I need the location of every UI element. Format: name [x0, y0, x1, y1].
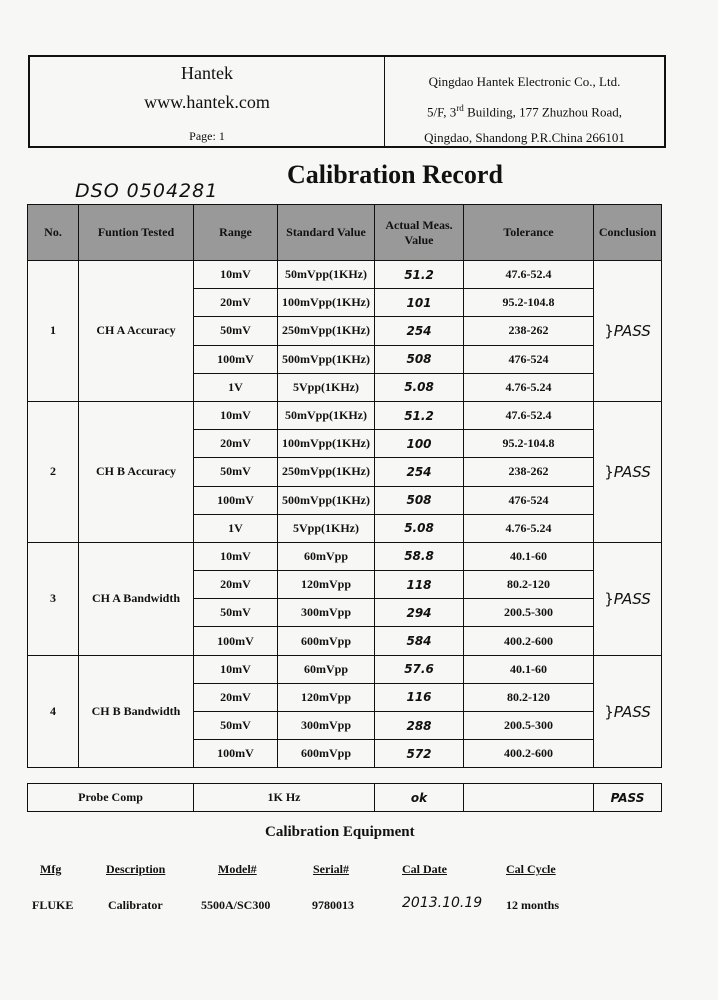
range-cell: 50mV	[194, 712, 278, 740]
standard-value-cell: 250mVpp(1KHz)	[278, 317, 375, 345]
pass-mark: PASS	[613, 462, 651, 481]
equipment-serial: 9780013	[312, 898, 354, 912]
range-cell: 1V	[194, 373, 278, 401]
equipment-title: Calibration Equipment	[265, 824, 415, 840]
range-cell: 100mV	[194, 486, 278, 514]
standard-value-cell: 100mVpp(1KHz)	[278, 289, 375, 317]
standard-value-cell: 5Vpp(1KHz)	[278, 373, 375, 401]
standard-value-cell: 50mVpp(1KHz)	[278, 401, 375, 429]
probe-standard: 1K Hz	[194, 784, 375, 812]
standard-value-cell: 600mVpp	[278, 740, 375, 768]
address-line-2: Qingdao, Shandong P.R.China 266101	[424, 130, 625, 146]
probe-comp-table	[27, 783, 662, 812]
tolerance-cell: 47.6-52.4	[464, 261, 594, 289]
actual-value-cell: 57.6	[375, 655, 464, 683]
column-header-conclusion: Conclusion	[594, 205, 662, 261]
brace-mark: }	[604, 462, 614, 481]
actual-value-cell: 294	[375, 599, 464, 627]
function-tested: CH A Accuracy	[79, 261, 194, 402]
tolerance-cell: 238-262	[464, 317, 594, 345]
equipment-header-description: Description	[106, 862, 166, 876]
tolerance-cell: 238-262	[464, 458, 594, 486]
range-cell: 20mV	[194, 571, 278, 599]
handwritten-serial: DSO 0504281	[75, 180, 219, 202]
tolerance-cell: 95.2-104.8	[464, 289, 594, 317]
tolerance-cell: 200.5-300	[464, 599, 594, 627]
tolerance-cell: 4.76-5.24	[464, 514, 594, 542]
probe-comp-row	[28, 784, 662, 812]
actual-value-cell: 5.08	[375, 514, 464, 542]
equipment-mfg: FLUKE	[32, 898, 74, 912]
standard-value-cell: 60mVpp	[278, 655, 375, 683]
conclusion-cell	[594, 542, 662, 655]
brace-mark: }	[604, 702, 614, 721]
tolerance-cell: 400.2-600	[464, 740, 594, 768]
page-number: Page: 1	[189, 129, 225, 143]
group-number: 1	[28, 261, 79, 402]
table-row	[28, 655, 662, 683]
actual-value-cell: 254	[375, 317, 464, 345]
tolerance-cell: 400.2-600	[464, 627, 594, 655]
conclusion-cell	[594, 655, 662, 768]
actual-value-cell: 508	[375, 345, 464, 373]
range-cell: 100mV	[194, 627, 278, 655]
actual-value-cell: 508	[375, 486, 464, 514]
actual-value-cell: 288	[375, 712, 464, 740]
company-full-name: Qingdao Hantek Electronic Co., Ltd.	[428, 74, 621, 89]
standard-value-cell: 500mVpp(1KHz)	[278, 486, 375, 514]
page-title: Calibration Record	[287, 160, 503, 189]
tolerance-cell: 476-524	[464, 345, 594, 373]
probe-tolerance	[464, 784, 594, 812]
range-cell: 1V	[194, 514, 278, 542]
tolerance-cell: 200.5-300	[464, 712, 594, 740]
range-cell: 20mV	[194, 430, 278, 458]
actual-value-cell: 118	[375, 571, 464, 599]
pass-mark: PASS	[613, 321, 651, 340]
range-cell: 20mV	[194, 289, 278, 317]
range-cell: 10mV	[194, 542, 278, 570]
website: www.hantek.com	[144, 92, 270, 112]
equipment-description: Calibrator	[108, 898, 163, 912]
tolerance-cell: 40.1-60	[464, 655, 594, 683]
column-header-actual: Actual Meas. Value	[375, 205, 464, 261]
range-cell: 100mV	[194, 345, 278, 373]
range-cell: 10mV	[194, 655, 278, 683]
address-line-1: 5/F, 3rd Building, 177 Zhuzhou Road,	[427, 103, 622, 120]
standard-value-cell: 250mVpp(1KHz)	[278, 458, 375, 486]
pass-mark: PASS	[613, 702, 651, 721]
group-number: 3	[28, 542, 79, 655]
actual-value-cell: 51.2	[375, 401, 464, 429]
standard-value-cell: 600mVpp	[278, 627, 375, 655]
probe-label: Probe Comp	[28, 784, 194, 812]
equipment-cal-cycle: 12 months	[506, 898, 560, 912]
function-tested: CH A Bandwidth	[79, 542, 194, 655]
range-cell: 50mV	[194, 599, 278, 627]
brace-mark: }	[604, 589, 614, 608]
standard-value-cell: 300mVpp	[278, 712, 375, 740]
actual-value-cell: 101	[375, 289, 464, 317]
actual-value-cell: 5.08	[375, 373, 464, 401]
table-row	[28, 261, 662, 289]
table-header-row	[28, 205, 662, 261]
range-cell: 20mV	[194, 683, 278, 711]
group-number: 2	[28, 401, 79, 542]
pass-mark: PASS	[613, 589, 651, 608]
standard-value-cell: 120mVpp	[278, 683, 375, 711]
standard-value-cell: 100mVpp(1KHz)	[278, 430, 375, 458]
range-cell: 10mV	[194, 261, 278, 289]
range-cell: 50mV	[194, 317, 278, 345]
group-number: 4	[28, 655, 79, 768]
standard-value-cell: 300mVpp	[278, 599, 375, 627]
header-box	[28, 55, 666, 148]
equipment-header-cal-date: Cal Date	[402, 862, 447, 876]
column-header-range: Range	[194, 205, 278, 261]
standard-value-cell: 500mVpp(1KHz)	[278, 345, 375, 373]
column-header-standard: Standard Value	[278, 205, 375, 261]
company-short-name: Hantek	[181, 63, 233, 83]
probe-actual: ok	[375, 784, 464, 812]
actual-value-cell: 584	[375, 627, 464, 655]
function-tested: CH B Bandwidth	[79, 655, 194, 768]
probe-conclusion: PASS	[594, 784, 662, 812]
equipment-header-serial: Serial#	[313, 862, 349, 876]
range-cell: 10mV	[194, 401, 278, 429]
standard-value-cell: 120mVpp	[278, 571, 375, 599]
conclusion-cell	[594, 261, 662, 402]
conclusion-cell	[594, 401, 662, 542]
column-header-function: Funtion Tested	[79, 205, 194, 261]
standard-value-cell: 60mVpp	[278, 542, 375, 570]
actual-value-cell: 116	[375, 683, 464, 711]
header-right	[385, 57, 664, 146]
tolerance-cell: 4.76-5.24	[464, 373, 594, 401]
tolerance-cell: 95.2-104.8	[464, 430, 594, 458]
standard-value-cell: 5Vpp(1KHz)	[278, 514, 375, 542]
tolerance-cell: 40.1-60	[464, 542, 594, 570]
equipment-model: 5500A/SC300	[201, 898, 271, 912]
range-cell: 100mV	[194, 740, 278, 768]
actual-value-cell: 58.8	[375, 542, 464, 570]
tolerance-cell: 80.2-120	[464, 683, 594, 711]
equipment-header-cal-cycle: Cal Cycle	[506, 862, 556, 876]
actual-value-cell: 51.2	[375, 261, 464, 289]
brace-mark: }	[604, 321, 614, 340]
tolerance-cell: 476-524	[464, 486, 594, 514]
tolerance-cell: 47.6-52.4	[464, 401, 594, 429]
column-header-tolerance: Tolerance	[464, 205, 594, 261]
equipment-header-mfg: Mfg	[40, 862, 62, 876]
column-header-no: No.	[28, 205, 79, 261]
table-body	[28, 261, 662, 768]
calibration-table	[27, 204, 662, 768]
actual-value-cell: 254	[375, 458, 464, 486]
equipment-cal-date: 2013.10.19	[402, 895, 483, 911]
range-cell: 50mV	[194, 458, 278, 486]
function-tested: CH B Accuracy	[79, 401, 194, 542]
equipment-header-model: Model#	[218, 862, 257, 876]
header-left	[30, 57, 385, 146]
actual-value-cell: 572	[375, 740, 464, 768]
table-row	[28, 542, 662, 570]
actual-value-cell: 100	[375, 430, 464, 458]
standard-value-cell: 50mVpp(1KHz)	[278, 261, 375, 289]
tolerance-cell: 80.2-120	[464, 571, 594, 599]
table-row	[28, 401, 662, 429]
